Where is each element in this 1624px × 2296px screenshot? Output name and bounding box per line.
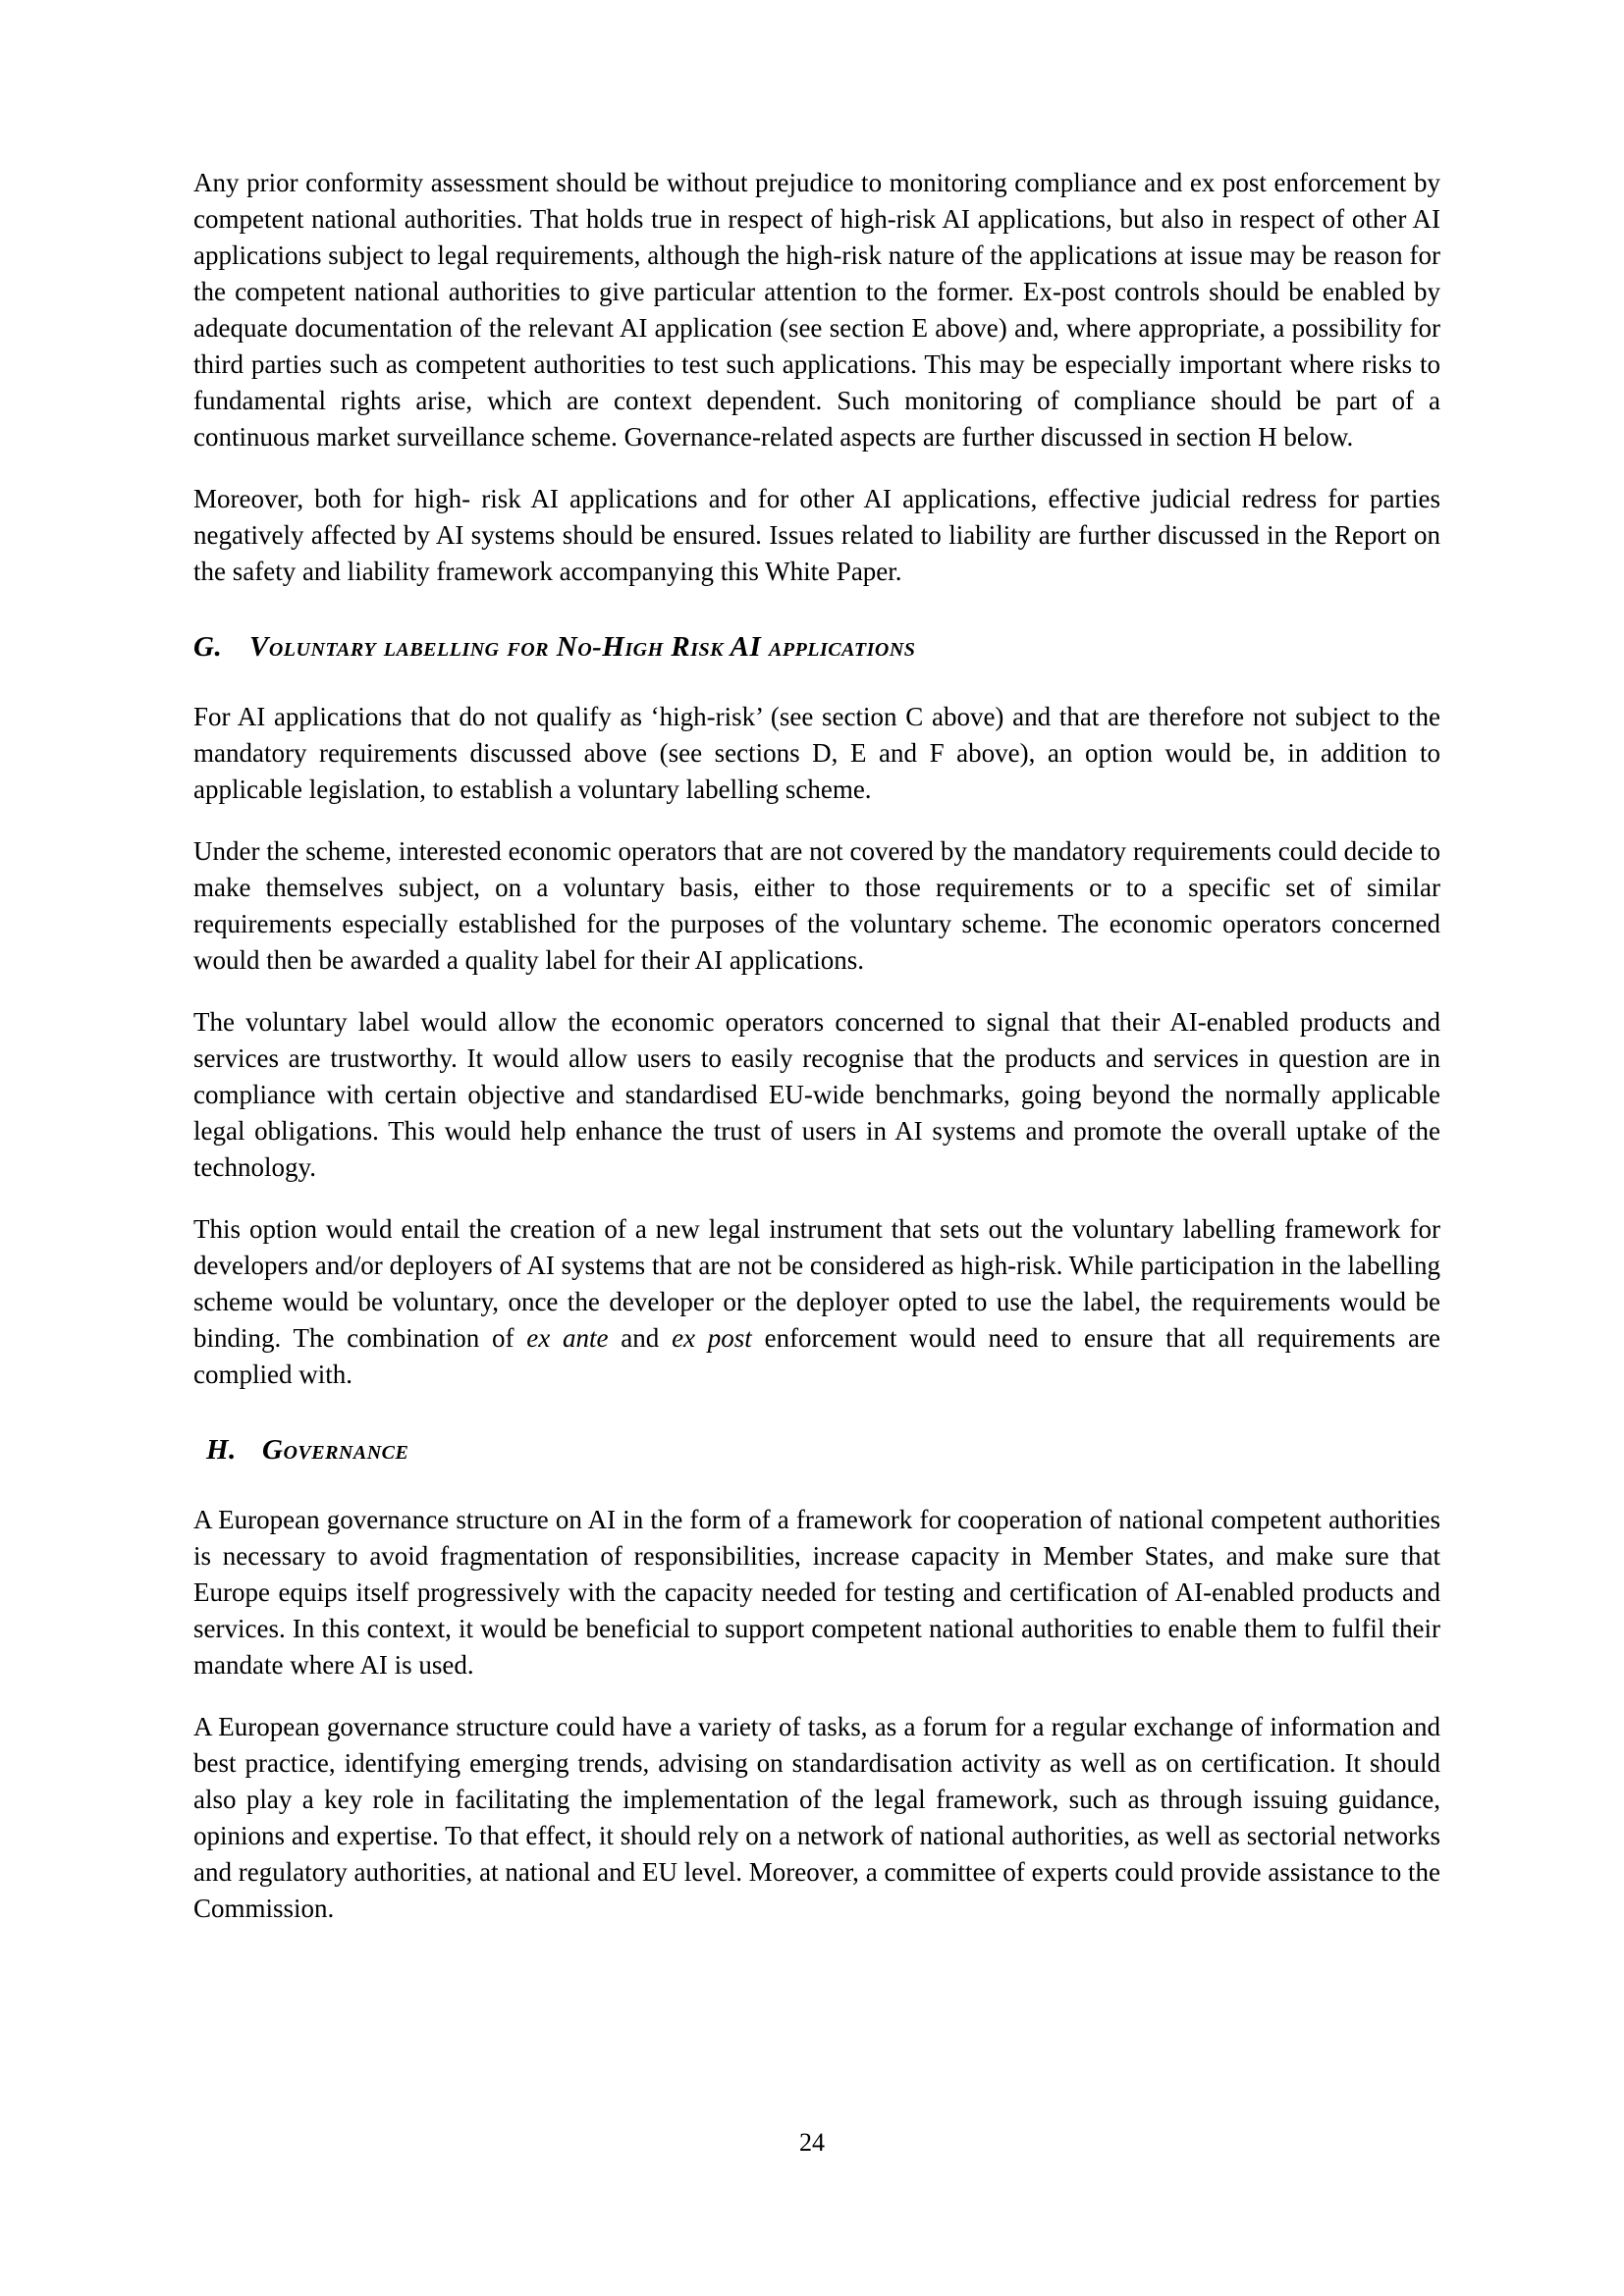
page-number: 24 xyxy=(799,2128,825,2157)
section-g-letter: G. xyxy=(193,631,223,663)
paragraph-governance-tasks: A European governance structure could have a variety of tasks, as a forum for a regular exchange of information and best practice, identifying emerging trends, advising on standardisation activity as well as on certification. It should also play a key role in facilitating the implementation of the legal framework, such as through issuing guidance, opinions and expertise. To that effect, it should rely on a network of national authorities, as well as sectorial networks and regulatory authorities, at national and EU level. Moreover, a committee of experts could provide assistance to the Commission. xyxy=(193,1712,1440,1923)
latin-term-ex-post: ex post xyxy=(672,1323,752,1353)
paragraph-legal-instrument xyxy=(193,1211,1440,1393)
paragraph-voluntary-label-benefits: The voluntary label would allow the economic operators concerned to signal that their AI-enabled products and services are trustworthy. It would allow users to easily recognise that the products and services in question are in compliance with certain objective and standardised EU-wide benchmarks, going beyond the normally applicable legal obligations. This would help enhance the trust of users in AI systems and promote the overall uptake of the technology. xyxy=(193,1007,1440,1182)
section-h-title: Governance xyxy=(262,1434,409,1466)
section-heading-g xyxy=(193,629,1440,666)
section-heading-h xyxy=(193,1432,1440,1468)
paragraph-voluntary-labelling-intro: For AI applications that do not qualify as ‘high-risk’ (see section C above) and that are therefore not subject to the mandatory requirements discussed above (see sections D, E and F above), an option would be, in addition to applicable legislation, to establish a voluntary labelling scheme. xyxy=(193,702,1440,804)
section-h-letter: H. xyxy=(206,1434,237,1466)
paragraph-judicial-redress: Moreover, both for high- risk AI applications and for other AI applications, effective judicial redress for parties negatively affected by AI systems should be ensured. Issues related to liability are further discussed in the Report on the safety and liability framework accompanying this White Paper. xyxy=(193,484,1440,586)
legal-instrument-text-post: enforcement would need to ensure that all requirements are complied with. xyxy=(193,1323,1440,1389)
section-g-title: Voluntary labelling for No-High Risk AI applications xyxy=(249,631,916,663)
legal-instrument-text-pre: This option would entail the creation of a new legal instrument that sets out the voluntary labelling framework for developers and/or deployers of AI systems that are not be considered as high-risk. While participation in the labelling scheme would be voluntary, once the developer or the deployer opted to use the label, the requirements would be binding. The combination of xyxy=(193,1214,1440,1353)
paragraph-conformity-assessment: Any prior conformity assessment should be without prejudice to monitoring compliance and ex post enforcement by competent national authorities. That holds true in respect of high-risk AI applications, but also in respect of other AI applications subject to legal requirements, although the high-risk nature of the applications at issue may be reason for the competent national authorities to give particular attention to the former. Ex-post controls should be enabled by adequate documentation of the relevant AI application (see section E above) and, where appropriate, a possibility for third parties such as competent authorities to test such applications. This may be especially important where risks to fundamental rights arise, which are context dependent. Such monitoring of compliance should be part of a continuous market surveillance scheme. Governance-related aspects are further discussed in section H below. xyxy=(193,168,1440,452)
paragraph-governance-structure: A European governance structure on AI in the form of a framework for cooperation of national competent authorities is necessary to avoid fragmentation of responsibilities, increase capacity in Member States, and make sure that Europe equips itself progressively with the capacity needed for testing and certification of AI-enabled products and services. In this context, it would be beneficial to support competent national authorities to enable them to fulfil their mandate where AI is used. xyxy=(193,1505,1440,1680)
document-page xyxy=(193,165,1440,1952)
paragraph-scheme-details: Under the scheme, interested economic operators that are not covered by the mandatory requirements could decide to make themselves subject, on a voluntary basis, either to those requirements or to a specific set of similar requirements especially established for the purposes of the voluntary scheme. The economic operators concerned would then be awarded a quality label for their AI applications. xyxy=(193,836,1440,975)
legal-instrument-text-mid: and xyxy=(608,1323,673,1353)
latin-term-ex-ante: ex ante xyxy=(526,1323,609,1353)
